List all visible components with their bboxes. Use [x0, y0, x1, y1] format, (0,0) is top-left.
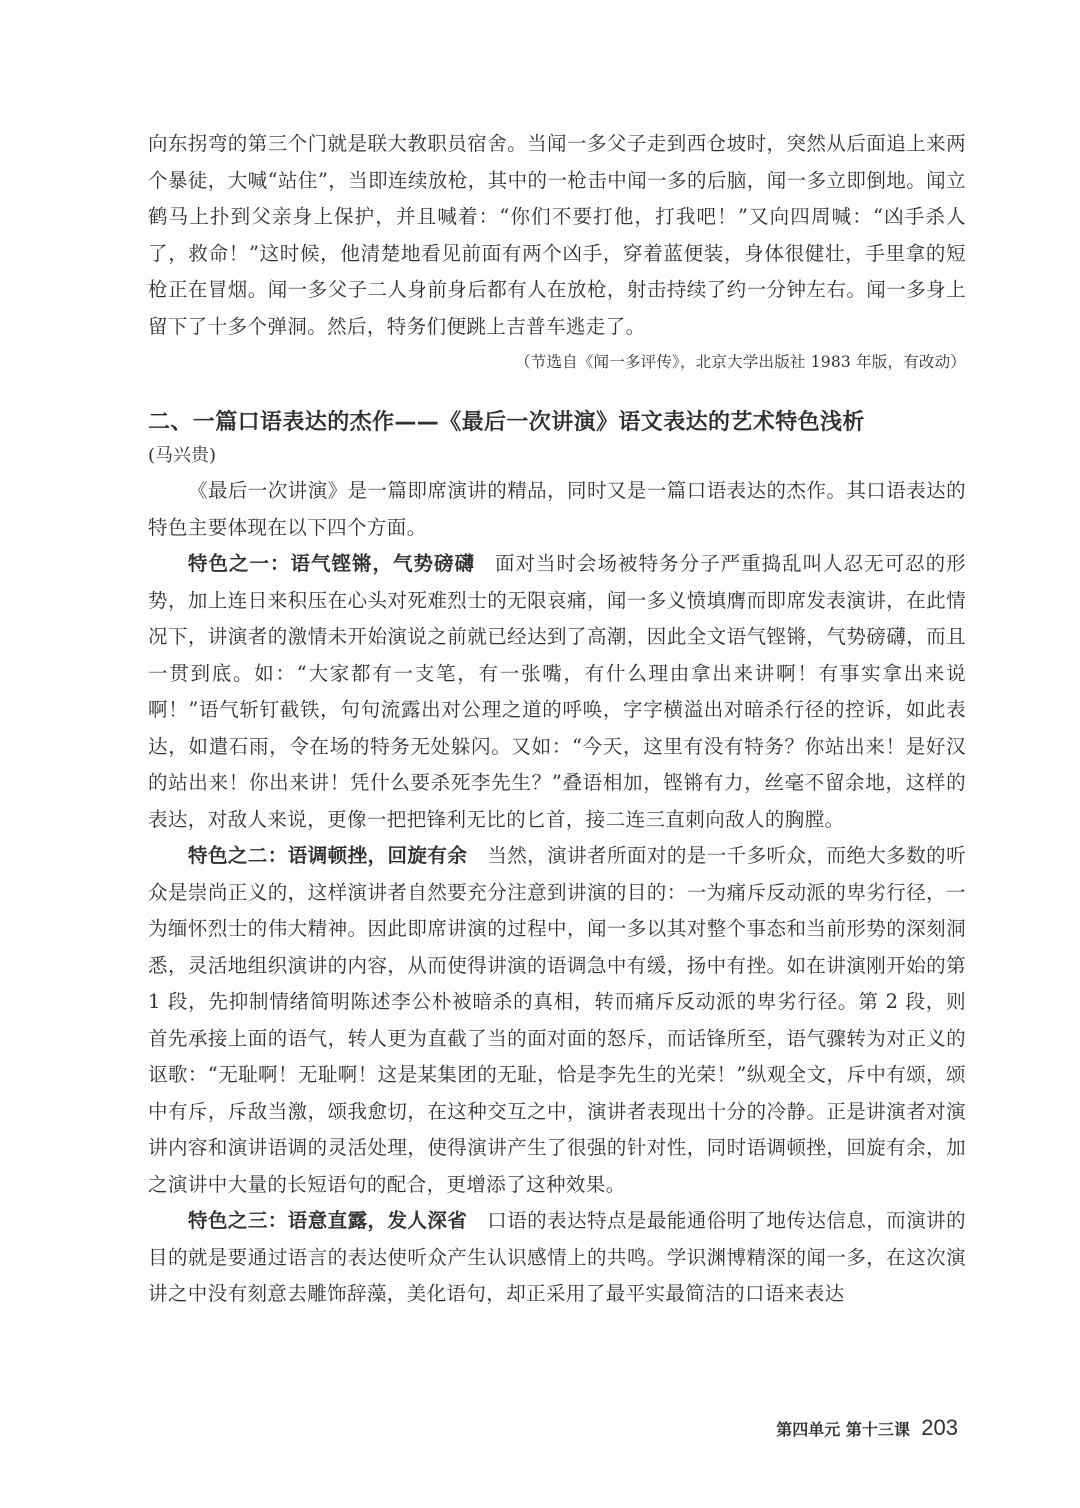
feature-one-label: 特色之一：语气铿锵，气势磅礴 [188, 552, 476, 575]
feature-three-paragraph [148, 1203, 966, 1313]
article-author: (马兴贵) [148, 445, 217, 466]
feature-one-text: 面对当时会场被特务分子严重捣乱叫人忍无可忍的形势，加上连日来积压在心头对死难烈士的无限哀痛，闻一多义愤填膺而即席发表演讲，在此情况下，讲演者的激情未开始演说之前就已经达到了高潮，因此全文语气铿锵，气势磅礴，而且一贯到底。如：“大家都有一支笔，有一张嘴，有什么理由拿出来讲啊！有事实拿出来说啊！”语气斩钉截铁，句句流露出对公理之道的呼唤，字字横溢出对暗杀行径的控诉，如此表达，如遣石雨，令在场的特务无处躲闪。又如：“今天，这里有没有特务？你站出来！是好汉的站出来！你出来讲！凭什么要杀死李先生？”叠语相加，铿锵有力，丝毫不留余地，这样的表达，对敌人来说，更像一把把锋利无比的匕首，接二连三直刺向敌人的胸膛。 [148, 552, 967, 831]
excerpt-paragraph: 向东拐弯的第三个门就是联大教职员宿舍。当闻一多父子走到西仓坡时，突然从后面追上来两个暴徒，大喊“站住”，当即连续放枪，其中的一枪击中闻一多的后脑，闻一多立即倒地。闻立鹤马上扑到父亲身上保护，并且喊着：“你们不要打他，打我吧！”又向四周喊：“凶手杀人了，救命！”这时候，他清楚地看见前面有两个凶手，穿着蓝便装，身体很健壮，手里拿的短枪正在冒烟。闻一多父子二人身前身后都有人在放枪，射击持续了约一分钟左右。闻一多身上留下了十多个弹洞。然后，特务们便跳上吉普车逃走了。 [148, 132, 966, 338]
feature-one-paragraph [148, 546, 966, 838]
footer-unit-lesson: 第四单元 第十三课 [776, 1420, 910, 1439]
feature-two-text: 当然，演讲者所面对的是一千多听众，而绝大多数的听众是崇尚正义的，这样演讲者自然要充分注意到讲演的目的：一为痛斥反动派的卑劣行径，一为缅怀烈士的伟大精神。因此即席讲演的过程中，闻一多以其对整个事态和当前形势的深刻洞悉，灵活地组织演讲的内容，从而使得讲演的语调急中有缓，扬中有挫。如在讲演刚开始的第 1 段，先抑制情绪简明陈述李公朴被暗杀的真相，转而痛斥反动派的卑劣行径。第 2 段，则首先承接上面的语气，转人更为直截了当的面对面的怒斥，而话锋所至，语气骤转为对正义的讴歌：“无耻啊！无耻啊！这是某集团的无耻，恰是李先生的光荣！”纵观全文，斥中有颂，颂中有斥，斥敌当激，颂我愈切，在这种交互之中，演讲者表现出十分的冷静。正是讲演者对演讲内容和演讲语调的灵活处理，使得演讲产生了很强的针对性，同时语调顿挫，回旋有余，加之演讲中大量的长短语句的配合，更增添了这种效果。 [148, 844, 966, 1196]
feature-two-label: 特色之二：语调顿挫，回旋有余 [188, 844, 468, 867]
excerpt-source-citation: （节选自《闻一多评传》，北京大学出版社 1983 年版，有改动） [515, 353, 966, 371]
page-body [148, 126, 966, 1313]
feature-three-label: 特色之三：语意直露，发人深省 [188, 1209, 468, 1232]
feature-two-paragraph [148, 838, 966, 1203]
intro-paragraph: 《最后一次讲演》是一篇即席演讲的精品，同时又是一篇口语表达的杰作。其口语表达的特色主要体现在以下四个方面。 [148, 479, 966, 539]
feature-three-text: 口语的表达特点是最能通俗明了地传达信息，而演讲的目的就是要通过语言的表达使听众产生认识感情上的共鸣。学识渊博精深的闻一多，在这次演讲之中没有刻意去雕饰辞藻，美化语句，却正采用了最平实最简洁的口语来表达 [148, 1209, 966, 1305]
page-footer [776, 1413, 958, 1445]
section-heading: 二、一篇口语表达的杰作——《最后一次讲演》语文表达的艺术特色浅析 [148, 410, 865, 435]
page-number: 203 [921, 1415, 958, 1440]
